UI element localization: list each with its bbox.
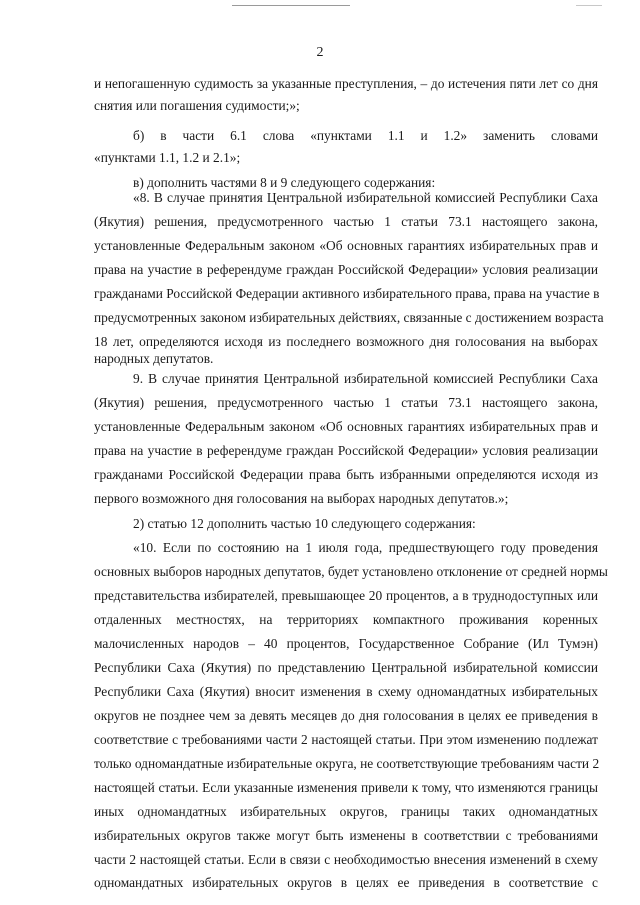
text-line: (Якутия) решения, предусмотренного частью 1 статьи 73.1 настоящего закона, [94,395,598,410]
text-line: Республики Саха (Якутия) по представлению Центральной избирательной комиссии [94,660,598,675]
text-line: гражданами Российской Федерации права быть избранными определяются исходя из [94,467,598,482]
text-line: 9. В случае принятия Центральной избирательной комиссией Республики Саха [133,371,598,386]
text-line: установленные Федеральным законом «Об основных гарантиях избирательных прав и [94,419,598,434]
text-line: 18 лет, определяются исходя из последнего возможного дня голосования на выборах [94,334,598,349]
text-line: Республики Саха (Якутия) вносит изменения в схему одномандатных избирательных [94,684,598,699]
text-line: настоящей статьи. Если указанные изменения привели к тому, что изменяются границы [94,780,598,795]
text-line: отдаленных местностях, на территориях компактного проживания коренных [94,612,598,627]
text-line: 2) статью 12 дополнить частью 10 следующего содержания: [133,516,476,531]
text-line: и непогашенную судимость за указанные преступления, – до истечения пяти лет со дня [94,76,598,91]
text-line: основных выборов народных депутатов, будет установлено отклонение от средней нормы [94,564,608,579]
text-line: снятия или погашения судимости;»; [94,98,300,113]
text-line: представительства избирателей, превышающее 20 процентов, а в труднодоступных или [94,588,598,603]
scan-artifact-line [232,5,350,6]
text-line: «10. Если по состоянию на 1 июля года, предшествующего году проведения [133,540,598,555]
text-line: народных депутатов. [94,351,214,366]
text-line: иных одномандатных избирательных округов, границы таких одномандатных [94,804,598,819]
text-line: б) в части 6.1 слова «пунктами 1.1 и 1.2» заменить словами [133,128,598,143]
text-line: соответствие с требованиями части 2 настоящей статьи. При этом изменению подлежат [94,732,598,747]
text-line: первого возможного дня голосования на выборах народных депутатов.»; [94,491,509,506]
text-line: гражданами Российской Федерации активного избирательного права, права на участие в [94,286,600,301]
text-line: малочисленных народов – 40 процентов, Государственное Собрание (Ил Тумэн) [94,636,598,651]
text-line: «пунктами 1.1, 1.2 и 2.1»; [94,150,241,165]
text-line: предусмотренных законом избирательных действиях, связанные с достижением возраста [94,310,604,325]
text-line: избирательных округов также могут быть изменены в соответствии с требованиями [94,828,598,843]
text-line: только одномандатные избирательные округа, не соответствующие требованиям части 2 [94,756,600,771]
text-line: права на участие в референдуме граждан Российской Федерации» условия реализации [94,443,598,458]
text-line: установленные Федеральным законом «Об основных гарантиях избирательных прав и [94,238,598,253]
page-number: 2 [316,45,324,60]
text-line: права на участие в референдуме граждан Российской Федерации» условия реализации [94,262,598,277]
text-line: в) дополнить частями 8 и 9 следующего содержания: [133,175,436,190]
text-line: (Якутия) решения, предусмотренного частью 1 статьи 73.1 настоящего закона, [94,214,598,229]
text-line: одномандатных избирательных округов в целях ее приведения в соответствие с [94,875,598,890]
text-line: округов не позднее чем за девять месяцев до дня голосования в целях ее приведения в [94,708,598,723]
text-line: «8. В случае принятия Центральной избирательной комиссией Республики Саха [133,190,598,205]
text-line: части 2 настоящей статьи. Если в связи с необходимостью внесения изменений в схему [94,852,598,867]
scan-artifact-line [576,5,602,6]
